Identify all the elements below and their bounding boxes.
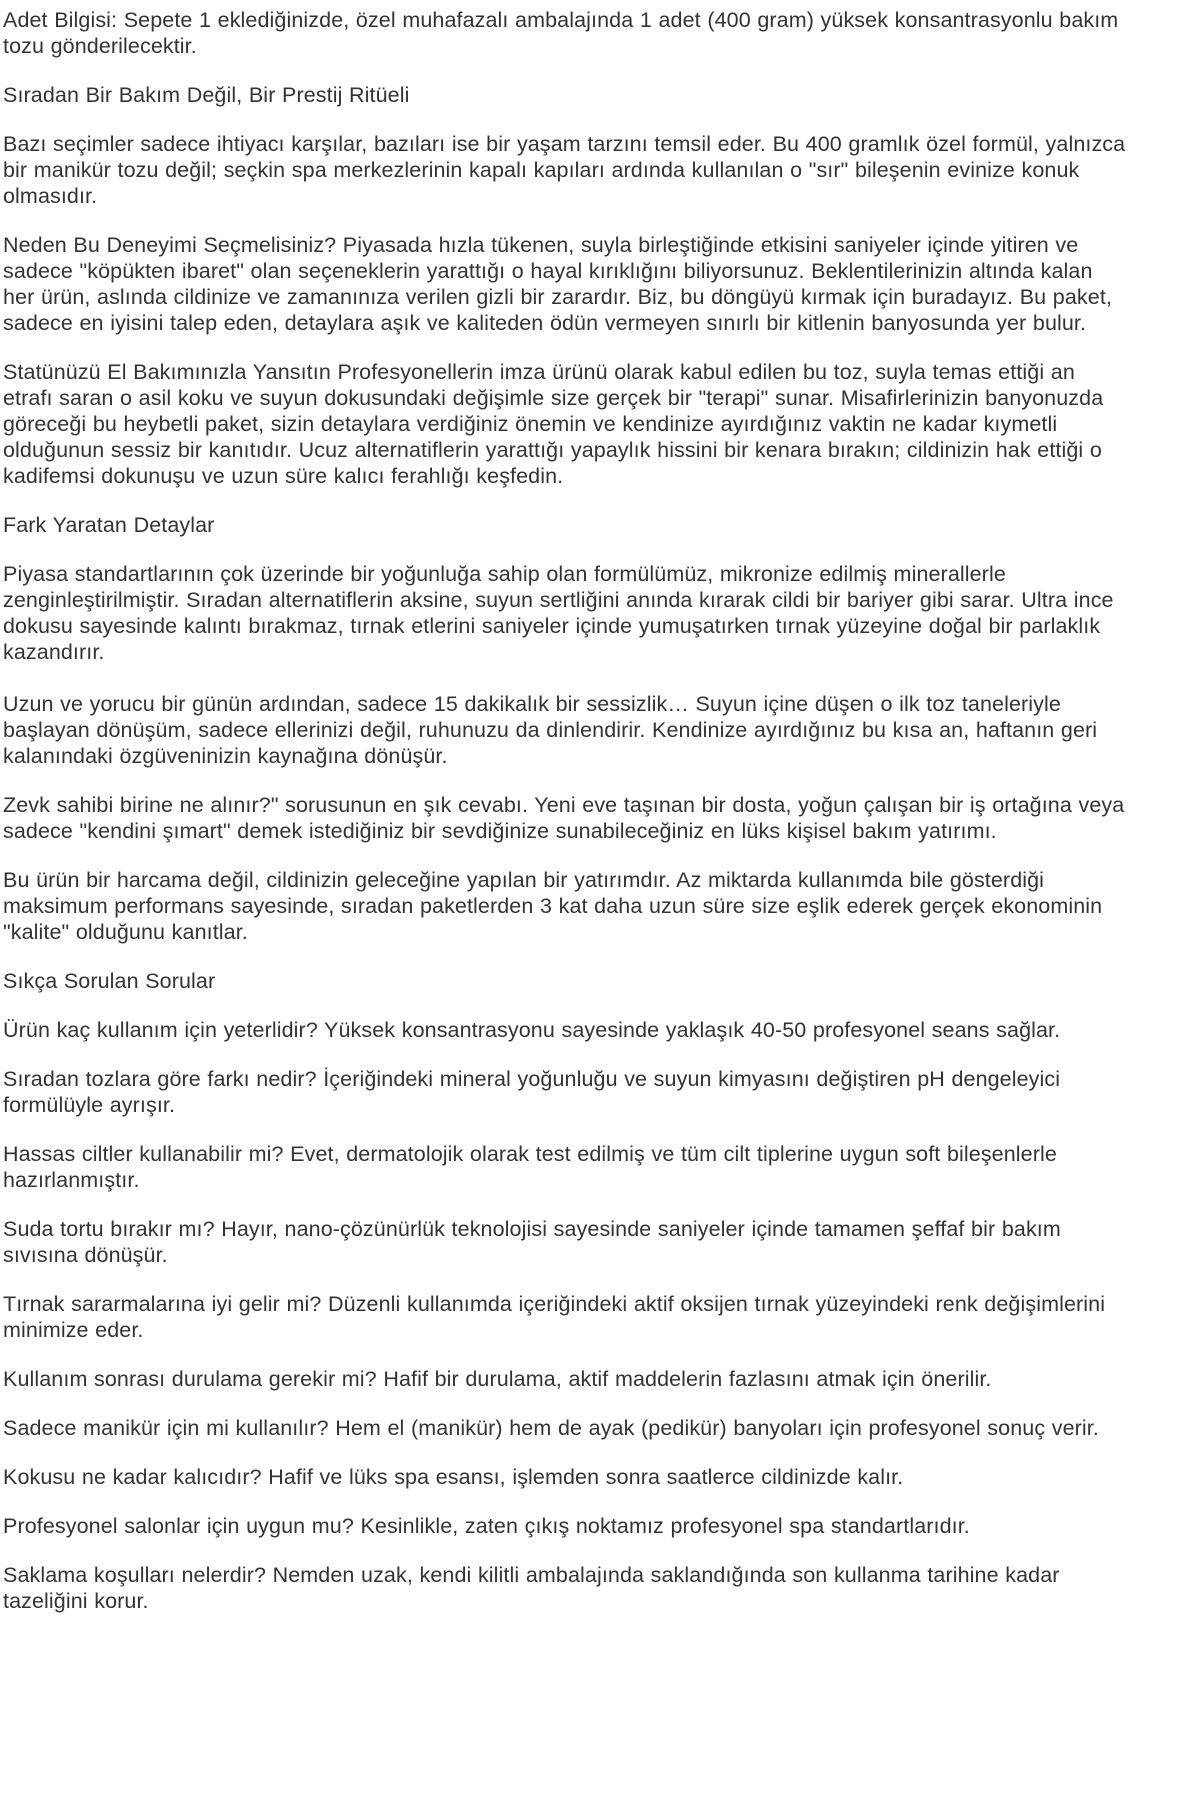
paragraph-quantity-info: Adet Bilgisi: Sepete 1 eklediğinizde, özel muhafazalı ambalajında 1 adet (400 gram) yüksek konsantrasyonlu bakım tozu gönderilecektir. (3, 8, 1119, 58)
faq-scent-duration: Kokusu ne kadar kalıcıdır? Hafif ve lüks spa esansı, işlemden sonra saatlerce cildinizde kalır. (3, 1465, 904, 1489)
faq-difference: Sıradan tozlara göre farkı nedir? İçeriğindeki mineral yoğunluğu ve suyun kimyasını değiştiren pH dengeleyici formülüyle ayrışır. (3, 1067, 1061, 1117)
faq-nail-yellowing: Tırnak sararmalarına iyi gelir mi? Düzenli kullanımda içeriğindeki aktif oksijen tırnak yüzeyindeki renk değişimlerini minimize eder. (3, 1292, 1106, 1342)
paragraph-lifestyle-choice: Bazı seçimler sadece ihtiyacı karşılar, bazıları ise bir yaşam tarzını temsil eder. Bu 400 gramlık özel formül, yalnızca bir manikür tozu değil; seçkin spa merkezlerinin kapalı kapıları ardında kullanılan o "sır" bileşenin evinize konuk olmasıdır. (3, 132, 1126, 208)
heading-faq: Sıkça Sorulan Sorular (3, 969, 216, 993)
faq-professional-salons: Profesyonel salonlar için uygun mu? Kesinlikle, zaten çıkış noktamız profesyonel spa standartlarıdır. (3, 1514, 970, 1538)
faq-rinse-after-use: Kullanım sonrası durulama gerekir mi? Hafif bir durulama, aktif maddelerin fazlasını atmak için önerilir. (3, 1367, 992, 1391)
paragraph-formula-density: Piyasa standartlarının çok üzerinde bir yoğunluğa sahip olan formülümüz, mikronize edilmiş minerallerle zenginleştirilmiştir. Sıradan alternatiflerin aksine, suyun sertliğini anında kırarak cildi bir bariyer gibi sarar. Ultra ince dokusu sayesinde kalıntı bırakmaz, tırnak etlerini saniyeler içinde yumuşatırken tırnak yüzeyine doğal bir parlaklık kazandırır. (3, 562, 1114, 664)
paragraph-why-choose: Neden Bu Deneyimi Seçmelisiniz? Piyasada hızla tükenen, suyla birleştiğinde etkisini saniyeler içinde yitiren ve sadece "köpükten ibaret" olan seçeneklerin yarattığı o hayal kırıklığını biliyorsunuz. Beklentilerinizin altında kalan her ürün, aslında cildinize ve zamanınıza verilen gizli bir zarardır. Biz, bu döngüyü kırmak için buradayız. Bu paket, sadece en iyisini talep eden, detaylara aşık ve kaliteden ödün vermeyen sınırlı bir kitlenin banyosunda yer bulur. (3, 233, 1112, 335)
paragraph-status-hand-care: Statünüzü El Bakımınızla Yansıtın Profesyonellerin imza ürünü olarak kabul edilen bu toz, suyla temas ettiği an etrafı saran o asil koku ve suyun dokusundaki değişimle size gerçek bir "terapi" sunar. Misafirlerinizin banyonuzda göreceği bu heybetli paket, sizin detaylara verdiğiniz önemin ve kendinize ayırdığınız vaktin ne kadar kıymetli olduğunun sessiz bir kanıtıdır. Ucuz alternatiflerin yarattığı yapaylık hissini bir kenara bırakın; cildinizin hak ettiği o kadifemsi dokunuşu ve uzun süre kalıcı ferahlığı keşfedin. (3, 360, 1104, 488)
heading-prestige-ritual: Sıradan Bir Bakım Değil, Bir Prestij Ritüeli (3, 83, 410, 107)
faq-residue: Suda tortu bırakır mı? Hayır, nano-çözünürlük teknolojisi sayesinde saniyeler içinde tamamen şeffaf bir bakım sıvısına dönüşür. (3, 1217, 1061, 1267)
paragraph-investment-value: Bu ürün bir harcama değil, cildinizin geleceğine yapılan bir yatırımdır. Az miktarda kullanımda bile gösterdiği maksimum performans sayesinde, sıradan paketlerden 3 kat daha uzun süre size eşlik ederek gerçek ekonominin "kalite" olduğunu kanıtlar. (3, 868, 1103, 944)
paragraph-gift-idea: Zevk sahibi birine ne alınır?" sorusunun en şık cevabı. Yeni eve taşınan bir dosta, yoğun çalışan bir iş ortağına veya sadece "kendini şımart" demek istediğiniz bir sevdiğinize sunabileceğiniz en lüks kişisel bakım yatırımı. (3, 793, 1125, 843)
heading-standout-details: Fark Yaratan Detaylar (3, 513, 215, 537)
faq-manicure-pedicure: Sadece manikür için mi kullanılır? Hem el (manikür) hem de ayak (pedikür) banyoları için profesyonel sonuç verir. (3, 1416, 1099, 1440)
faq-storage-conditions: Saklama koşulları nelerdir? Nemden uzak, kendi kilitli ambalajında saklandığında son kullanma tarihine kadar tazeliğini korur. (3, 1563, 1060, 1613)
faq-sensitive-skin: Hassas ciltler kullanabilir mi? Evet, dermatolojik olarak test edilmiş ve tüm cilt tiplerine uygun soft bileşenlerle hazırlanmıştır. (3, 1142, 1057, 1192)
paragraph-relaxation-ritual: Uzun ve yorucu bir günün ardından, sadece 15 dakikalık bir sessizlik… Suyun içine düşen o ilk toz taneleriyle başlayan dönüşüm, sadece ellerinizi değil, ruhunuzu da dinlendirir. Kendinize ayırdığınız bu kısa an, haftanın geri kalanındaki özgüveninizin kaynağına dönüşür. (3, 692, 1098, 768)
faq-usage-count: Ürün kaç kullanım için yeterlidir? Yüksek konsantrasyonu sayesinde yaklaşık 40-50 profesyonel seans sağlar. (3, 1018, 1061, 1042)
